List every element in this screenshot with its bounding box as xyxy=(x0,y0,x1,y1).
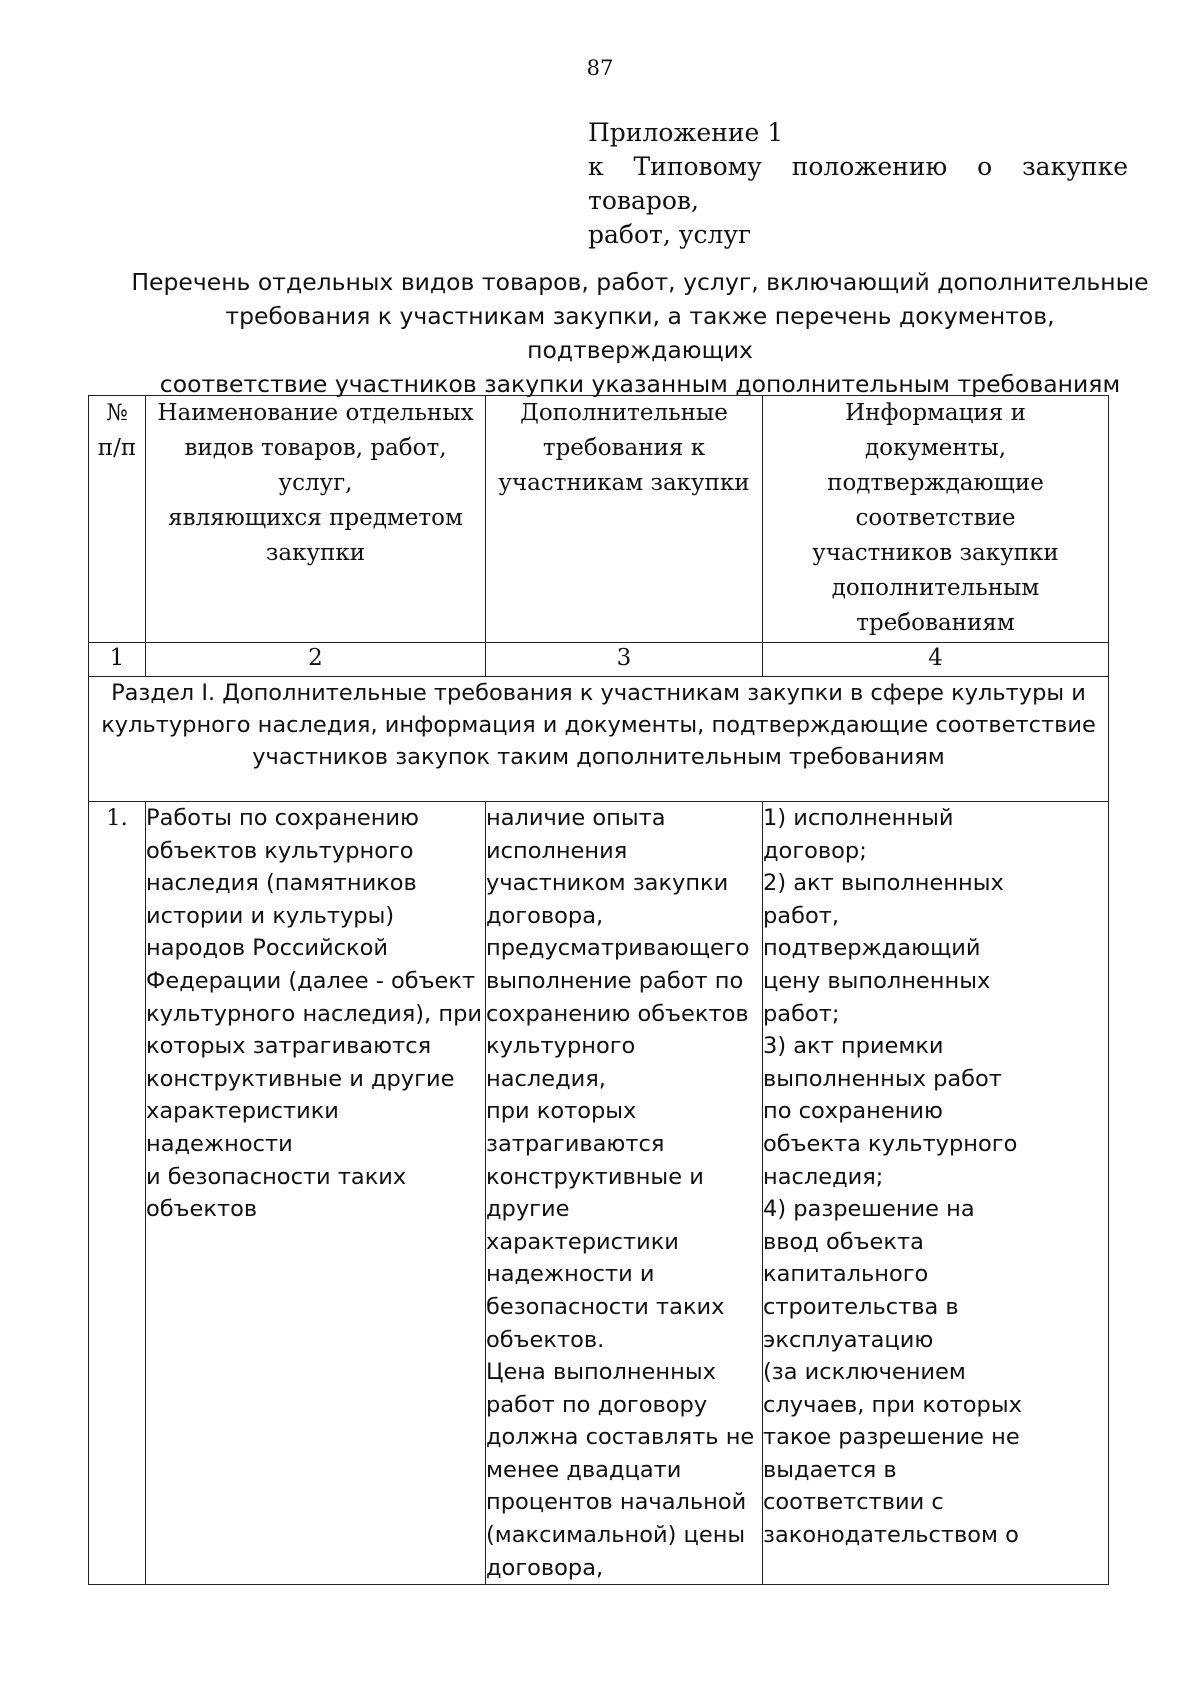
column-number-row xyxy=(89,643,1109,677)
page-number: 87 xyxy=(586,56,614,80)
section-title: Раздел I. Дополнительные требования к участникам закупки в сфере культуры и культурного наследия, информация и документы, подтверждающие соответствие участников закупок таким дополнительным требованиям xyxy=(89,677,1109,802)
appendix-heading xyxy=(588,116,1128,252)
section-row xyxy=(89,677,1109,802)
row-number: 1. xyxy=(89,802,146,1585)
header-number: № п/п xyxy=(89,396,146,643)
table-row xyxy=(89,802,1109,1585)
column-number-3: 3 xyxy=(486,643,763,677)
row-documents: 1) исполненный договор; 2) акт выполненных работ, подтверждающий цену выполненных работ; 3) акт приемки выполненных работ по сохранению объекта культурного наследия; 4) разрешение на ввод объекта капитального строительства в эксплуатацию (за исключением случаев, при которых такое разрешение не выдается в соответствии с законодательством о xyxy=(763,802,1109,1585)
header-documents: Информация и документы, подтверждающие соответствие участников закупки дополнительным требованиям xyxy=(763,396,1109,643)
table-header-row xyxy=(89,396,1109,643)
row-item-name: Работы по сохранению объектов культурного наследия (памятников истории и культуры) народов Российской Федерации (далее - объект культурного наследия), при которых затрагиваются конструктивные и другие характеристики надежности и безопасности таких объектов xyxy=(146,802,486,1585)
column-number-1: 1 xyxy=(89,643,146,677)
row-requirements: наличие опыта исполнения участником закупки договора, предусматривающего выполнение работ по сохранению объектов культурного наследия, при которых затрагиваются конструктивные и другие характеристики надежности и безопасности таких объектов. Цена выполненных работ по договору должна составлять не менее двадцати процентов начальной (максимальной) цены договора, xyxy=(486,802,763,1585)
appendix-line-3: работ, услуг xyxy=(588,220,752,249)
requirements-table xyxy=(88,395,1109,1585)
header-item-name: Наименование отдельных видов товаров, работ, услуг, являющихся предметом закупки xyxy=(146,396,486,643)
column-number-2: 2 xyxy=(146,643,486,677)
appendix-line-2: к Типовому положению о закупке товаров, xyxy=(588,152,1128,215)
column-number-4: 4 xyxy=(763,643,1109,677)
header-requirements: Дополнительные требования к участникам закупки xyxy=(486,396,763,643)
document-title: Перечень отдельных видов товаров, работ, услуг, включающий дополнительные требования к участникам закупки, а также перечень документов, подтверждающих соответствие участников закупки указанным дополнительным требованиям xyxy=(131,268,1149,398)
appendix-line-1: Приложение 1 xyxy=(588,118,784,147)
